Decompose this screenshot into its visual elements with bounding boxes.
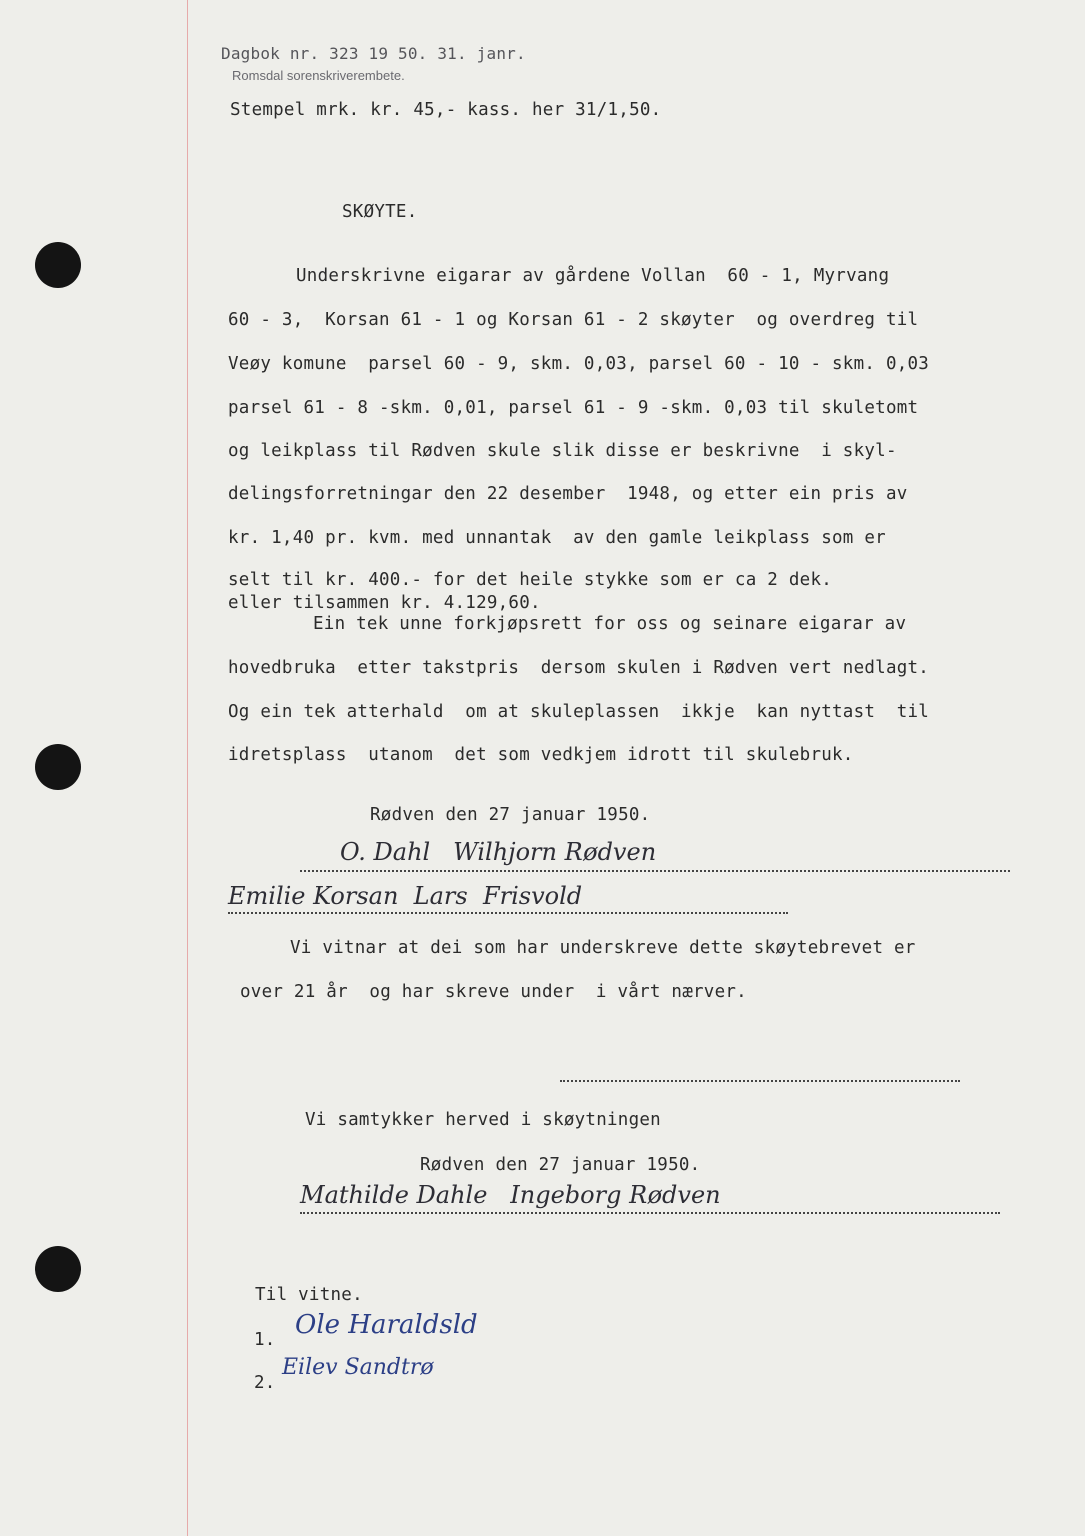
place-date: Rødven den 27 januar 1950. (420, 1155, 701, 1175)
dagbok-stamp: Dagbok nr. 323 19 50. 31. janr. (221, 44, 526, 63)
consent-text: Vi samtykker herved i skøytningen (305, 1110, 661, 1130)
punch-hole (35, 242, 81, 288)
body-line: idretsplass utanom det som vedkjem idrott til skulebruk. (228, 745, 854, 765)
body-line: og leikplass til Rødven skule slik disse er beskrivne i skyl- (228, 441, 897, 461)
body-line: eller tilsammen kr. 4.129,60. (228, 593, 541, 613)
signature-line (300, 870, 1010, 872)
signature: O. Dahl Wilhjorn Rødven (340, 838, 657, 866)
signature-line (300, 1212, 1000, 1214)
witness-signature: Ole Haraldsld (295, 1310, 478, 1340)
body-line: parsel 61 - 8 -skm. 0,01, parsel 61 - 9 -skm. 0,03 til skuletomt (228, 398, 919, 418)
document-heading: SKØYTE. (342, 202, 418, 222)
body-line: Ein tek unne forkjøpsrett for oss og seinare eigarar av (313, 614, 907, 634)
witness-statement: Vi vitnar at dei som har underskreve dette skøytebrevet er (290, 938, 916, 958)
margin-rule (187, 0, 188, 1536)
signature: Mathilde Dahle Ingeborg Rødven (300, 1181, 721, 1209)
signature: Emilie Korsan Lars Frisvold (228, 882, 583, 910)
body-line: Veøy komune parsel 60 - 9, skm. 0,03, parsel 60 - 10 - skm. 0,03 (228, 354, 930, 374)
signature-line (560, 1080, 960, 1082)
body-line: Og ein tek atterhald om at skuleplassen ikkje kan nyttast til (228, 702, 930, 722)
body-line: hovedbruka etter takstpris dersom skulen i Rødven vert nedlagt. (228, 658, 930, 678)
body-line: selt til kr. 400.- for det heile stykke som er ca 2 dek. (228, 570, 833, 590)
punch-hole (35, 1246, 81, 1292)
witness-statement: over 21 år og har skreve under i vårt nærver. (240, 982, 747, 1002)
stempel-line: Stempel mrk. kr. 45,- kass. her 31/1,50. (230, 100, 662, 120)
til-vitne-label: Til vitne. (255, 1285, 363, 1305)
signature-line (228, 912, 788, 914)
witness-number: 2. (254, 1373, 276, 1393)
place-date: Rødven den 27 januar 1950. (370, 805, 651, 825)
body-line: delingsforretningar den 22 desember 1948, og etter ein pris av (228, 484, 908, 504)
body-line: 60 - 3, Korsan 61 - 1 og Korsan 61 - 2 skøyter og overdreg til (228, 310, 919, 330)
body-line: kr. 1,40 pr. kvm. med unnantak av den gamle leikplass som er (228, 528, 886, 548)
body-line: Underskrivne eigarar av gårdene Vollan 60 - 1, Myrvang (296, 266, 890, 286)
office-stamp: Romsdal sorenskriverembete. (232, 68, 405, 83)
punch-hole (35, 744, 81, 790)
witness-signature: Eilev Sandtrø (282, 1355, 434, 1380)
witness-number: 1. (254, 1330, 276, 1350)
